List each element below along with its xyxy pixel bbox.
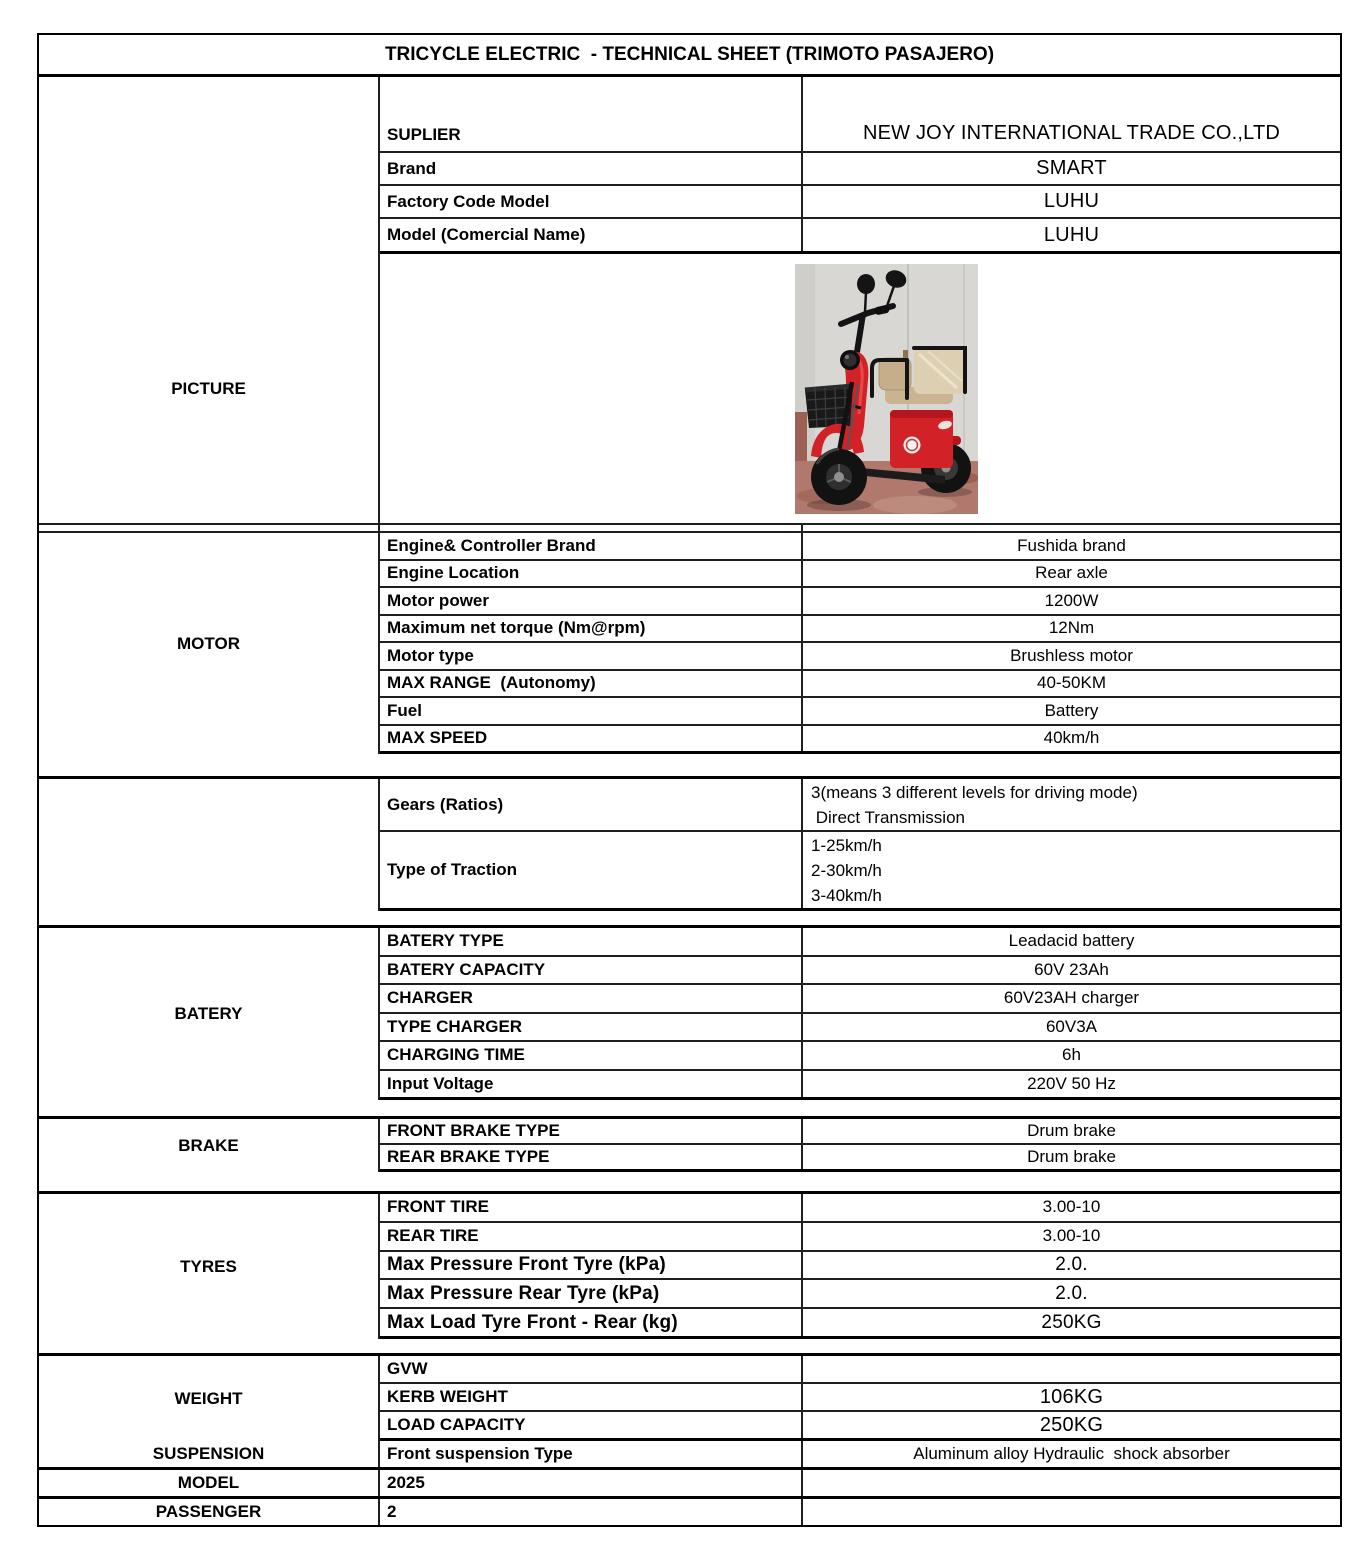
table-row [380, 1309, 1340, 1339]
traction-line-3: 3-40km/h [811, 885, 882, 905]
torque-value: 12Nm [1048, 618, 1095, 638]
gears-left-empty-cell [39, 779, 380, 911]
table-row [380, 1412, 1340, 1441]
rear-brake-label: REAR BRAKE TYPE [380, 1145, 803, 1169]
motor-type-value: Brushless motor [1010, 645, 1133, 665]
rear-brake-value: Drum brake [1027, 1147, 1116, 1166]
section-divider [39, 1172, 1340, 1194]
input-voltage-label: Input Voltage [380, 1071, 803, 1098]
battery-capacity-value: 60V 23Ah [1034, 959, 1109, 979]
tyres-section [39, 1194, 1340, 1339]
front-tire-value: 3.00-10 [1042, 1197, 1101, 1217]
kerb-weight-label: KERB WEIGHT [380, 1384, 803, 1410]
brand-label: Brand [380, 153, 803, 184]
battery-type-label: BATERY TYPE [380, 928, 803, 955]
charger-label: CHARGER [380, 985, 803, 1012]
table-row [380, 1280, 1340, 1309]
table-row [380, 957, 1340, 986]
passenger-row [39, 1499, 1340, 1525]
header-left-empty-cell [39, 77, 380, 254]
battery-section [39, 928, 1340, 1100]
load-capacity-label: LOAD CAPACITY [380, 1412, 803, 1438]
model-year-extra [803, 1470, 1340, 1496]
table-row [380, 1252, 1340, 1281]
table-row [380, 588, 1340, 616]
gears-row [380, 779, 1340, 832]
table-row [380, 1042, 1340, 1071]
picture-row [39, 254, 1340, 525]
max-range-value: 40-50KM [1037, 673, 1106, 693]
section-divider [39, 754, 1340, 779]
traction-line-1: 1-25km/h [811, 835, 882, 855]
table-row [380, 1384, 1340, 1412]
engine-brand-value: Fushida brand [1017, 535, 1126, 555]
gears-ratios-value [803, 779, 1340, 830]
gears-line-1: 3(means 3 different levels for driving mode) [811, 782, 1138, 802]
suspension-row [39, 1441, 1340, 1470]
table-row [380, 1119, 1340, 1145]
tyres-section-label: TYRES [39, 1194, 380, 1339]
engine-location-value: Rear axle [1035, 563, 1108, 583]
table-row [380, 561, 1340, 589]
front-suspension-label: Front suspension Type [380, 1441, 803, 1467]
gears-section [39, 779, 1340, 911]
model-year-row [39, 1470, 1340, 1499]
charging-time-label: CHARGING TIME [380, 1042, 803, 1069]
technical-sheet-table [37, 33, 1342, 1527]
section-divider [39, 911, 1340, 928]
table-row [380, 726, 1340, 755]
traction-value [803, 832, 1340, 908]
gvw-label: GVW [380, 1356, 803, 1382]
model-section-label: MODEL [39, 1470, 380, 1496]
gears-line-2: Direct Transmission [811, 807, 965, 827]
type-charger-value: 60V3A [1045, 1016, 1098, 1036]
table-row [380, 533, 1340, 561]
table-row [380, 698, 1340, 726]
passenger-count-value: 2 [380, 1499, 803, 1525]
motor-section-label: MOTOR [39, 533, 380, 754]
input-voltage-value: 220V 50 Hz [1027, 1073, 1116, 1093]
picture-cell [380, 254, 1340, 523]
battery-type-value: Leadacid battery [1008, 931, 1135, 951]
supplier-value: NEW JOY INTERNATIONAL TRADE CO.,LTD [862, 122, 1281, 144]
brand-value: SMART [1036, 157, 1107, 179]
battery-section-label: BATERY [39, 928, 380, 1100]
charging-time-value: 6h [1062, 1045, 1081, 1065]
section-divider [39, 1339, 1340, 1356]
max-load-tyre-value: 250KG [1041, 1311, 1102, 1333]
front-brake-label: FRONT BRAKE TYPE [380, 1119, 803, 1143]
max-speed-label: MAX SPEED [380, 726, 803, 752]
motor-section [39, 533, 1340, 754]
passenger-section-label: PASSENGER [39, 1499, 380, 1525]
max-pressure-rear-label: Max Pressure Rear Tyre (kPa) [380, 1280, 803, 1307]
weight-section [39, 1356, 1340, 1441]
max-pressure-front-label: Max Pressure Front Tyre (kPa) [380, 1252, 803, 1279]
supplier-label: SUPLIER [380, 77, 803, 151]
kerb-weight-value: 106KG [1039, 1385, 1104, 1408]
factory-code-value: LUHU [1043, 190, 1100, 212]
traction-line-2: 2-30km/h [811, 860, 882, 880]
table-row [380, 616, 1340, 644]
max-range-label: MAX RANGE (Autonomy) [380, 671, 803, 697]
gvw-value [803, 1356, 1340, 1382]
section-divider [39, 525, 1340, 533]
tricycle-photo [795, 264, 978, 514]
commercial-name-label: Model (Comercial Name) [380, 219, 803, 251]
table-row [380, 1194, 1340, 1223]
commercial-name-value: LUHU [1043, 223, 1100, 246]
table-row [380, 1145, 1340, 1172]
front-tire-label: FRONT TIRE [380, 1194, 803, 1221]
factory-code-row [380, 186, 1340, 219]
table-row [380, 643, 1340, 671]
battery-capacity-label: BATERY CAPACITY [380, 957, 803, 984]
passenger-extra [803, 1499, 1340, 1525]
table-row [380, 1223, 1340, 1252]
factory-code-label: Factory Code Model [380, 186, 803, 217]
header-block [39, 77, 1340, 254]
commercial-name-row [380, 219, 1340, 254]
supplier-row [380, 77, 1340, 153]
weight-section-label: WEIGHT [39, 1356, 380, 1441]
max-speed-value: 40km/h [1043, 728, 1100, 748]
table-row [380, 1071, 1340, 1101]
charger-value: 60V23AH charger [1003, 988, 1140, 1008]
traction-row [380, 832, 1340, 911]
table-row [380, 671, 1340, 699]
sheet-title: TRICYCLE ELECTRIC - TECHNICAL SHEET (TRIMOTO PASAJERO) [39, 35, 1340, 77]
model-year-value: 2025 [380, 1470, 803, 1496]
engine-location-label: Engine Location [380, 561, 803, 587]
max-pressure-front-value: 2.0. [1055, 1253, 1088, 1275]
section-divider [39, 1100, 1340, 1119]
type-charger-label: TYPE CHARGER [380, 1014, 803, 1041]
brake-section [39, 1119, 1340, 1172]
suspension-section-label: SUSPENSION [39, 1441, 380, 1467]
motor-power-label: Motor power [380, 588, 803, 614]
front-suspension-value: Aluminum alloy Hydraulic shock absorber [913, 1444, 1230, 1463]
max-pressure-rear-value: 2.0. [1055, 1282, 1088, 1304]
torque-label: Maximum net torque (Nm@rpm) [380, 616, 803, 642]
front-brake-value: Drum brake [1027, 1121, 1116, 1140]
fuel-label: Fuel [380, 698, 803, 724]
brand-row [380, 153, 1340, 186]
engine-brand-label: Engine& Controller Brand [380, 533, 803, 559]
picture-label: PICTURE [39, 254, 380, 523]
traction-label: Type of Traction [380, 832, 803, 908]
fuel-value: Battery [1044, 700, 1099, 720]
rear-tire-label: REAR TIRE [380, 1223, 803, 1250]
table-row [380, 928, 1340, 957]
motor-power-value: 1200W [1044, 590, 1099, 610]
table-row [380, 985, 1340, 1014]
motor-type-label: Motor type [380, 643, 803, 669]
gears-ratios-label: Gears (Ratios) [380, 779, 803, 830]
load-capacity-value: 250KG [1039, 1413, 1104, 1436]
table-row [380, 1356, 1340, 1384]
rear-tire-value: 3.00-10 [1042, 1226, 1101, 1246]
table-row [380, 1014, 1340, 1043]
max-load-tyre-label: Max Load Tyre Front - Rear (kg) [380, 1309, 803, 1336]
brake-section-label: BRAKE [39, 1119, 380, 1172]
